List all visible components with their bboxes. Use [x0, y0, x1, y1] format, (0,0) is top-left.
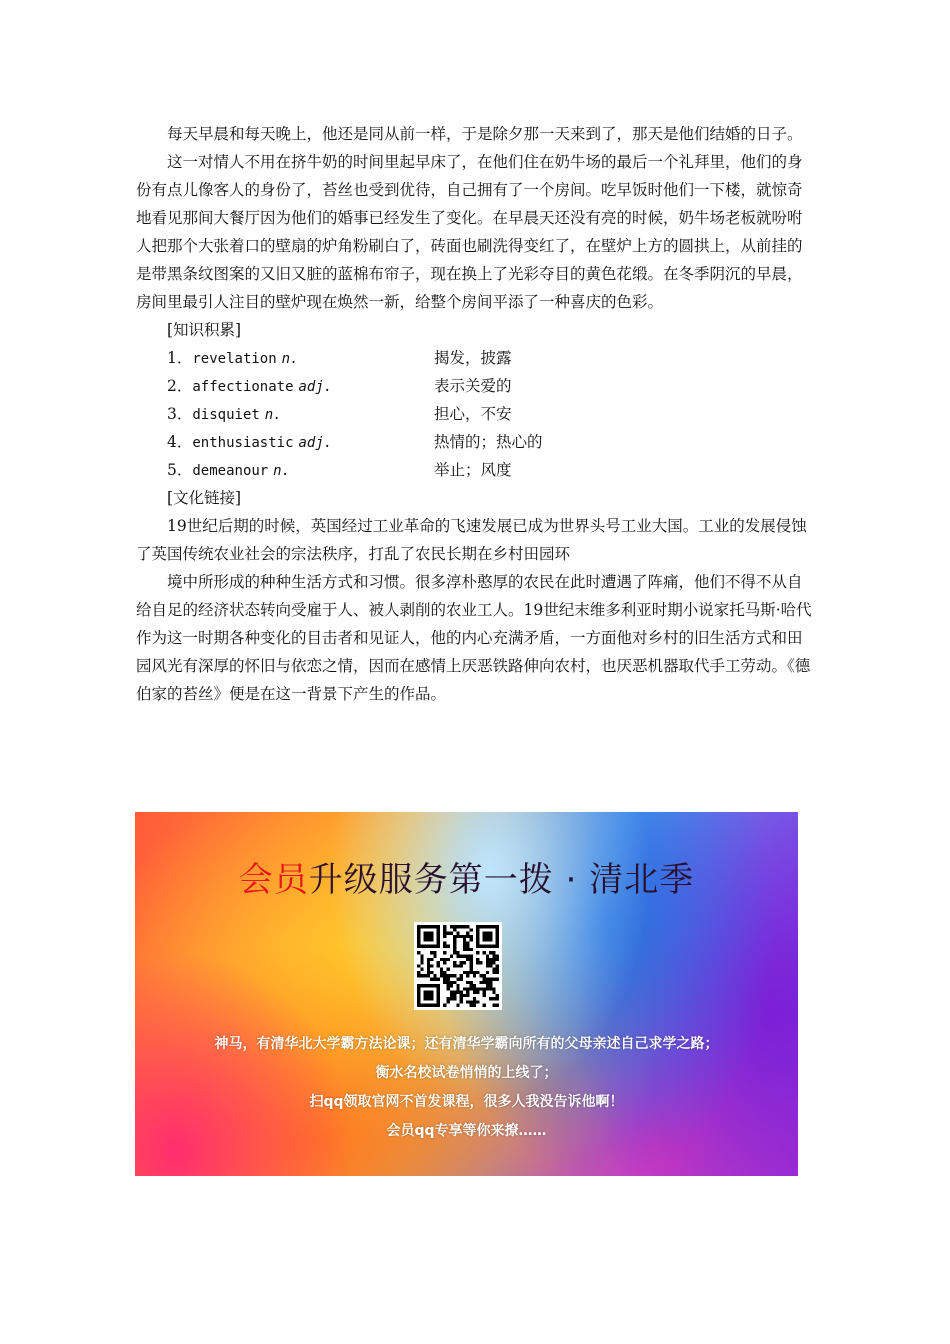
vocab-meaning: 表示关爱的 [434, 377, 512, 395]
vocab-list [136, 344, 816, 484]
vocab-number: 5． [167, 461, 193, 479]
vocab-word: enthusiastic [192, 435, 294, 451]
vocab-item [136, 428, 816, 456]
vocab-number: 1． [167, 349, 193, 367]
vocab-word: disquiet [192, 407, 260, 423]
qr-code-icon[interactable] [414, 922, 502, 1010]
vocab-meaning: 担心，不安 [434, 405, 512, 423]
vocab-word: demeanour [192, 463, 269, 479]
vocab-word: revelation [192, 351, 277, 367]
vocab-meaning: 揭发，披露 [434, 349, 512, 367]
paragraph: 每天早晨和每天晚上，他还是同从前一样，于是除夕那一天来到了，那天是他们结婚的日子。 [167, 125, 803, 143]
vocab-item [136, 456, 816, 484]
vocab-number: 4． [167, 433, 193, 451]
vocab-meaning: 热情的；热心的 [434, 433, 543, 451]
promo-banner[interactable] [135, 812, 798, 1176]
vocab-meaning: 举止；风度 [434, 461, 512, 479]
culture-heading: [文化链接] [167, 489, 242, 507]
document-body [136, 120, 816, 708]
banner-line: 衡水名校试卷悄悄的上线了； [375, 1065, 558, 1081]
banner-text [135, 1030, 798, 1146]
paragraph: 19世纪后期的时候，英国经过工业革命的飞速发展已成为世界头号工业大国。工业的发展侵蚀了英国传统农业社会的宗法秩序，打乱了农民长期在乡村田园环 [136, 517, 807, 563]
vocab-pos: adj. [298, 435, 333, 451]
vocab-item [136, 400, 816, 428]
banner-title-highlight: 会员 [238, 860, 309, 900]
banner-title [135, 852, 798, 901]
vocab-item [136, 372, 816, 400]
paragraph: 这一对情人不用在挤牛奶的时间里起早床了，在他们住在奶牛场的最后一个礼拜里，他们的身份有点儿像客人的身份了，苔丝也受到优待，自己拥有了一个房间。吃早饭时他们一下楼，就惊奇地看见那间大餐厅因为他们的婚事已经发生了变化。在早晨天还没有亮的时候，奶牛场老板就吩咐人把那个大张着口的壁扇的炉角粉刷白了，砖面也刷洗得变红了，在壁炉上方的圆拱上，从前挂的是带黑条纹图案的又旧又脏的蓝棉布帘子，现在换上了光彩夺目的黄色花缎。在冬季阴沉的早晨，房间里最引人注目的壁炉现在焕然一新，给整个房间平添了一种喜庆的色彩。 [136, 153, 803, 311]
paragraph: 境中所形成的种种生活方式和习惯。很多淳朴憨厚的农民在此时遭遇了阵痛，他们不得不从自给自足的经济状态转向受雇于人、被人剥削的农业工人。19世纪末维多利亚时期小说家托马斯·哈代作为这一时期各种变化的目击者和见证人，他的内心充满矛盾，一方面他对乡村的旧生活方式和田园风光有深厚的怀旧与依恋之情，因而在感情上厌恶铁路伸向农村，也厌恶机器取代手工劳动。《德伯家的苔丝》便是在这一背景下产生的作品。 [136, 573, 812, 703]
vocab-item [136, 344, 816, 372]
banner-line: 神马，有清华北大学霸方法论课；还有清华学霸向所有的父母亲述自己求学之路； [214, 1036, 719, 1052]
vocab-pos: n. [273, 463, 291, 479]
vocab-pos: n. [264, 407, 282, 423]
vocab-number: 2． [167, 377, 193, 395]
vocab-pos: n. [281, 351, 299, 367]
vocab-number: 3． [167, 405, 193, 423]
banner-line: 扫qq领取官网不首发课程，很多人我没告诉他啊！ [309, 1094, 624, 1110]
banner-line: 会员qq专享等你来撩…… [386, 1123, 547, 1139]
vocab-word: affectionate [192, 379, 294, 395]
vocab-pos: adj. [298, 379, 333, 395]
knowledge-heading: [知识积累] [167, 321, 242, 339]
banner-title-rest: 升级服务第一拨 · 清北季 [308, 860, 695, 900]
